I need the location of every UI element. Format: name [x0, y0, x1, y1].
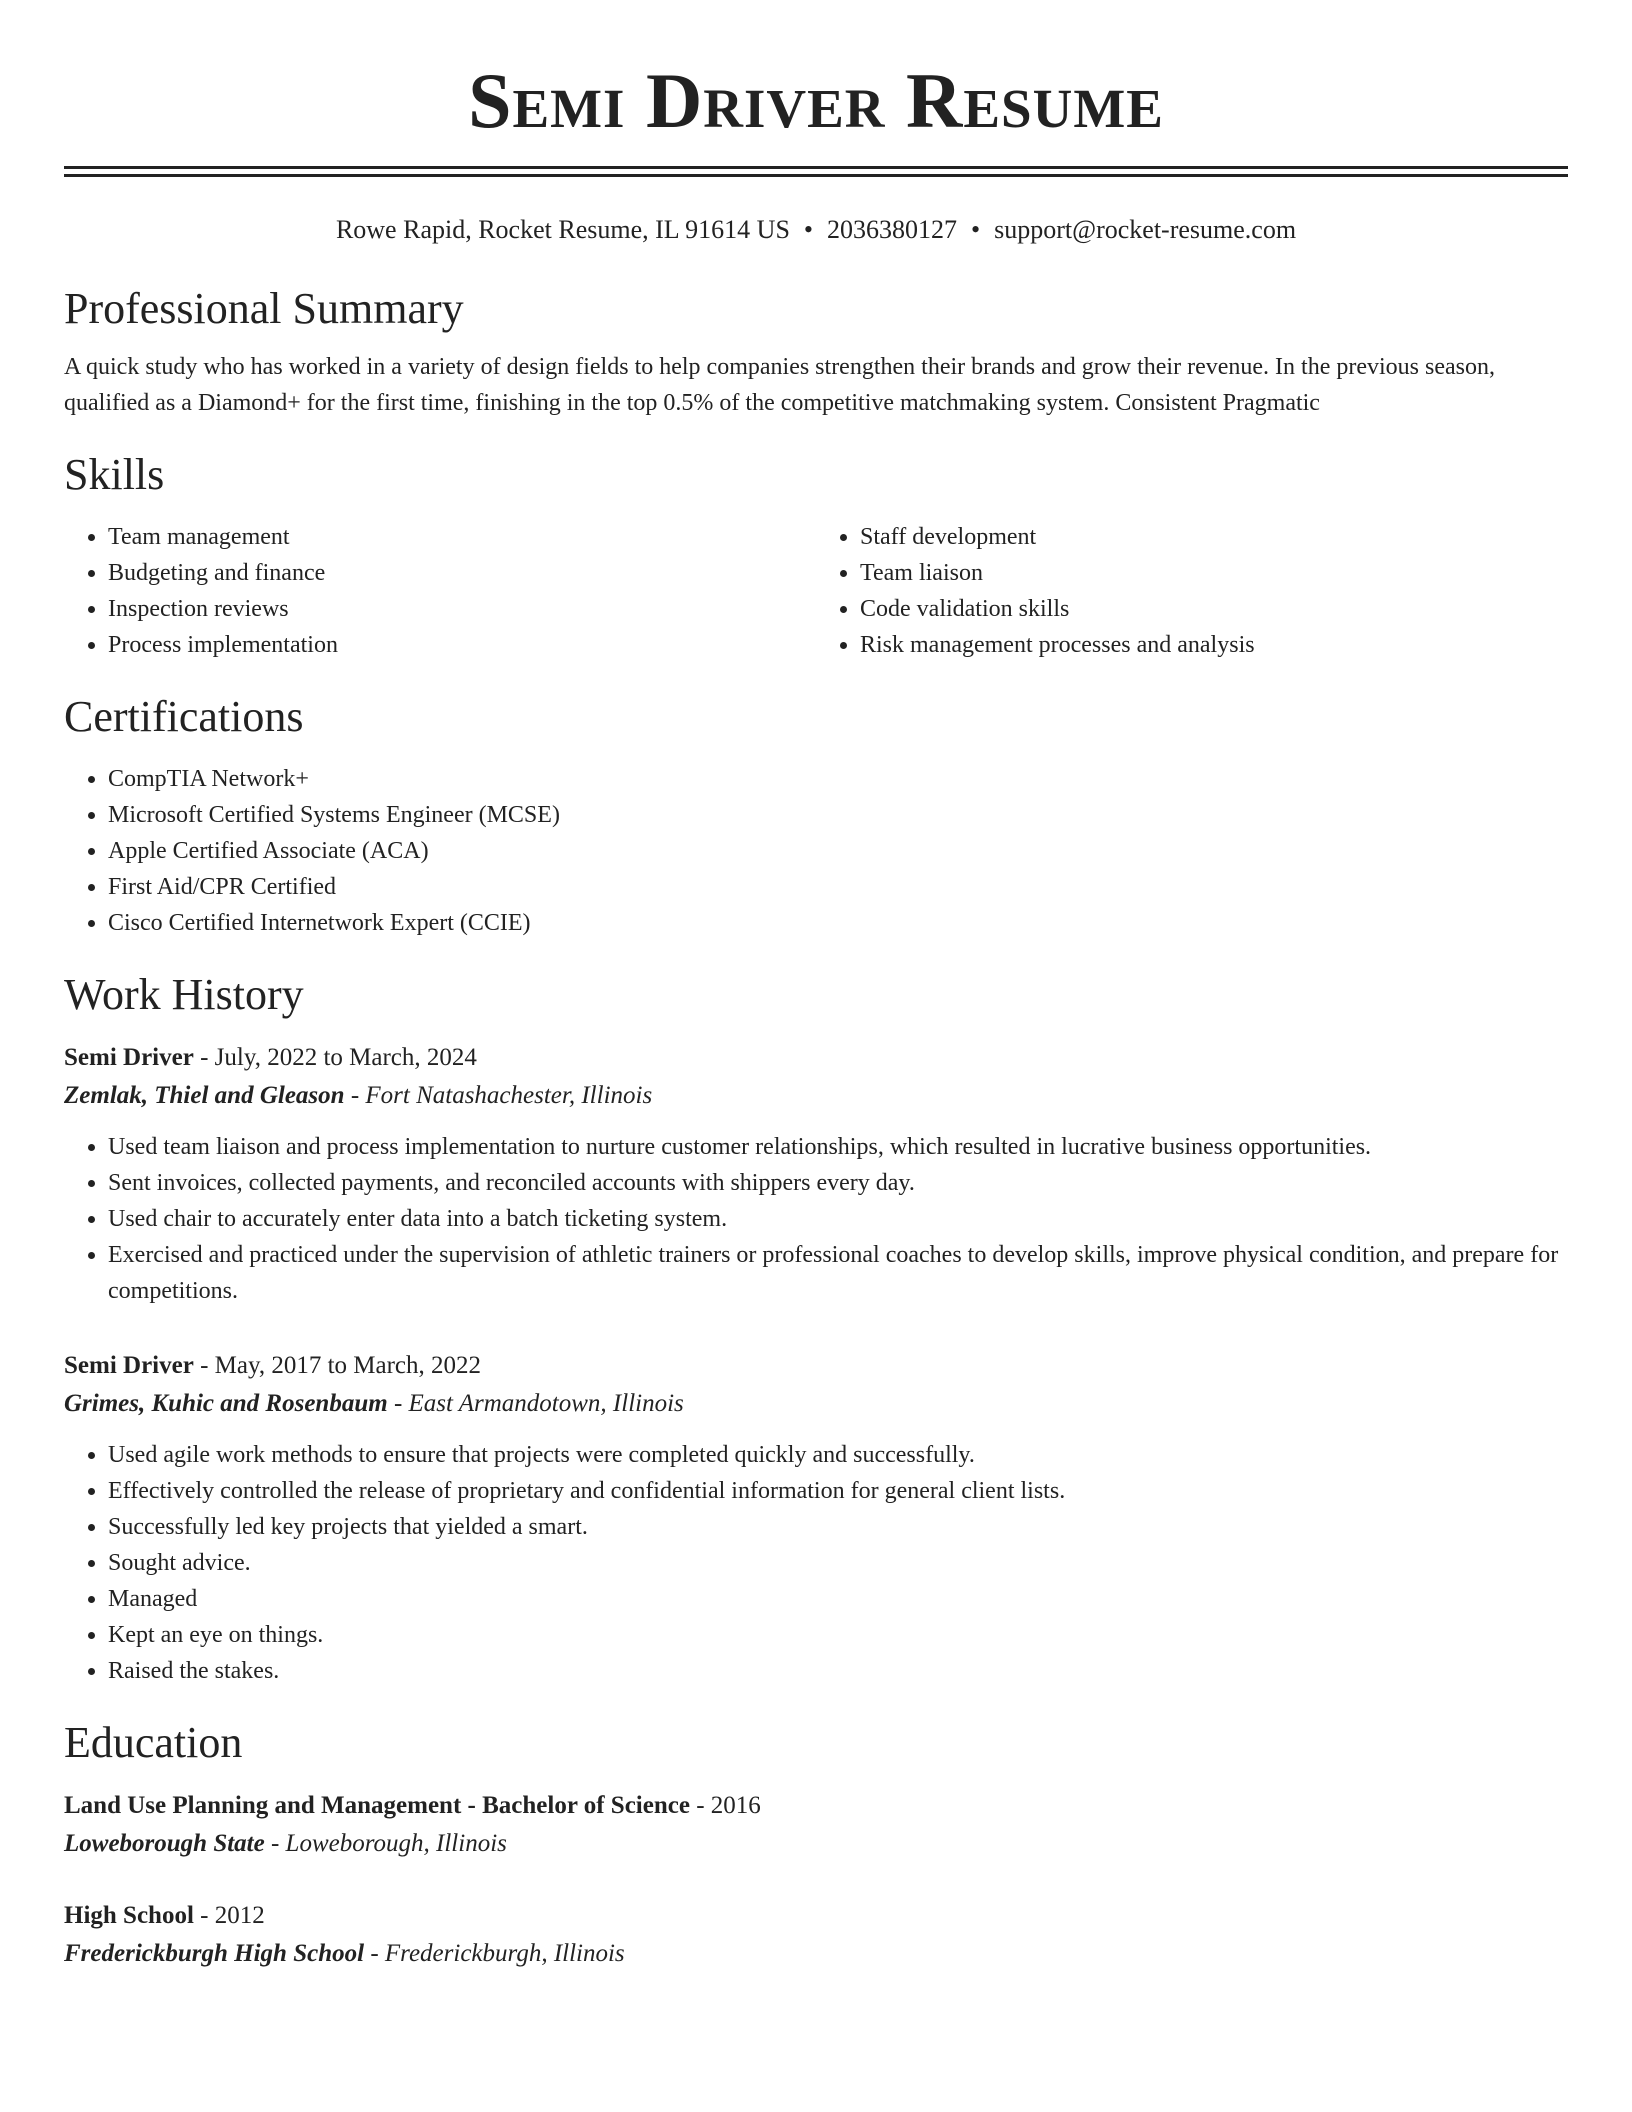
skill-item: • Risk management processes and analysis: [860, 627, 1568, 663]
skills-list-right: [816, 519, 1568, 663]
skills-heading: Skills: [64, 450, 165, 499]
graduation-year: - 2012: [193, 1902, 265, 1929]
certification-item: • CompTIA Network+: [108, 761, 1568, 797]
education-entry: [64, 1787, 1568, 1863]
job-title: Semi Driver: [64, 1044, 194, 1071]
school-line: [64, 1825, 1568, 1863]
skill-item: • Team liaison: [860, 555, 1568, 591]
job-bullet: • Effectively controlled the release of proprietary and confidential information for general client lists.: [108, 1473, 1568, 1509]
school-location: - Loweborough, Illinois: [264, 1830, 507, 1857]
job-entry: [64, 1347, 1568, 1689]
employer-location: - Fort Natashachester, Illinois: [344, 1082, 653, 1109]
school-line: [64, 1935, 1568, 1973]
contact-address: Rowe Rapid, Rocket Resume, IL 91614 US: [335, 215, 790, 244]
skills-list-left: [64, 519, 816, 663]
job-bullet: • Kept an eye on things.: [108, 1617, 1568, 1653]
certification-item: • Cisco Certified Internetwork Expert (CCIE): [108, 905, 1568, 941]
job-dates: - May, 2017 to March, 2022: [193, 1352, 482, 1379]
school-location: - Frederickburgh, Illinois: [364, 1940, 625, 1967]
job-title-line: [64, 1347, 1568, 1385]
skill-item: • Team management: [108, 519, 816, 555]
certification-item: • Apple Certified Associate (ACA): [108, 833, 1568, 869]
job-bullet: • Sent invoices, collected payments, and reconciled accounts with shippers every day.: [108, 1165, 1568, 1201]
degree-name: High School: [64, 1902, 194, 1929]
job-bullet: • Exercised and practiced under the supervision of athletic trainers or professional coaches to develop skills, improve physical condition, and prepare for competitions.: [108, 1237, 1568, 1309]
contact-line: [64, 213, 1568, 247]
skill-item: • Code validation skills: [860, 591, 1568, 627]
degree-line: [64, 1787, 1568, 1825]
school-name: Loweborough State: [64, 1830, 265, 1857]
job-bullets: [64, 1129, 1568, 1309]
employer-name: Zemlak, Thiel and Gleason: [64, 1082, 345, 1109]
certifications-list: [64, 761, 1568, 941]
job-bullet: • Managed: [108, 1581, 1568, 1617]
skill-item: • Inspection reviews: [108, 591, 816, 627]
employer-name: Grimes, Kuhic and Rosenbaum: [64, 1390, 388, 1417]
employer-line: [64, 1385, 1568, 1423]
job-title-line: [64, 1039, 1568, 1077]
job-bullet: • Sought advice.: [108, 1545, 1568, 1581]
work-history-section: [64, 967, 1568, 1689]
summary-section: [64, 281, 1568, 421]
certification-item: • First Aid/CPR Certified: [108, 869, 1568, 905]
graduation-year: - 2016: [689, 1792, 761, 1819]
contact-phone: 2036380127: [827, 215, 958, 244]
summary-text: A quick study who has worked in a variety of design fields to help companies strengthen their brands and grow their revenue. In the previous season, qualified as a Diamond+ for the first time, finishing in the top 0.5% of the competitive matchmaking system. Consistent Pragmatic: [64, 354, 1495, 416]
education-section: [64, 1715, 1568, 1973]
work-history-heading: Work History: [64, 970, 304, 1019]
certification-item: • Microsoft Certified Systems Engineer (MCSE): [108, 797, 1568, 833]
education-heading: Education: [64, 1718, 243, 1767]
job-title: Semi Driver: [64, 1352, 194, 1379]
job-bullet: • Raised the stakes.: [108, 1653, 1568, 1689]
skill-item: • Process implementation: [108, 627, 816, 663]
title-divider: [64, 166, 1568, 177]
job-bullet: • Used agile work methods to ensure that projects were completed quickly and successfully.: [108, 1437, 1568, 1473]
job-bullet: • Successfully led key projects that yielded a smart.: [108, 1509, 1568, 1545]
skill-item: • Budgeting and finance: [108, 555, 816, 591]
contact-email: support@rocket-resume.com: [994, 215, 1297, 244]
contact-separator: •: [803, 215, 814, 244]
contact-separator: •: [971, 215, 981, 244]
degree-name: Land Use Planning and Management - Bachelor of Science: [64, 1792, 690, 1819]
certifications-section: [64, 689, 1568, 941]
resume-title: Semi Driver Resume: [468, 57, 1164, 144]
employer-location: - East Armandotown, Illinois: [387, 1390, 684, 1417]
job-bullet: • Used team liaison and process implementation to nurture customer relationships, which resulted in lucrative business opportunities.: [108, 1129, 1568, 1165]
summary-heading: Professional Summary: [64, 284, 464, 333]
job-entry: [64, 1039, 1568, 1309]
job-bullet: • Used chair to accurately enter data into a batch ticketing system.: [108, 1201, 1568, 1237]
employer-line: [64, 1077, 1568, 1115]
education-entry: [64, 1897, 1568, 1973]
job-dates: - July, 2022 to March, 2024: [193, 1044, 477, 1071]
degree-line: [64, 1897, 1568, 1935]
school-name: Frederickburgh High School: [64, 1940, 365, 1967]
skills-section: [64, 447, 1568, 663]
job-bullets: [64, 1437, 1568, 1689]
skills-grid: [64, 519, 1568, 663]
skill-item: • Staff development: [860, 519, 1568, 555]
certifications-heading: Certifications: [64, 692, 304, 741]
